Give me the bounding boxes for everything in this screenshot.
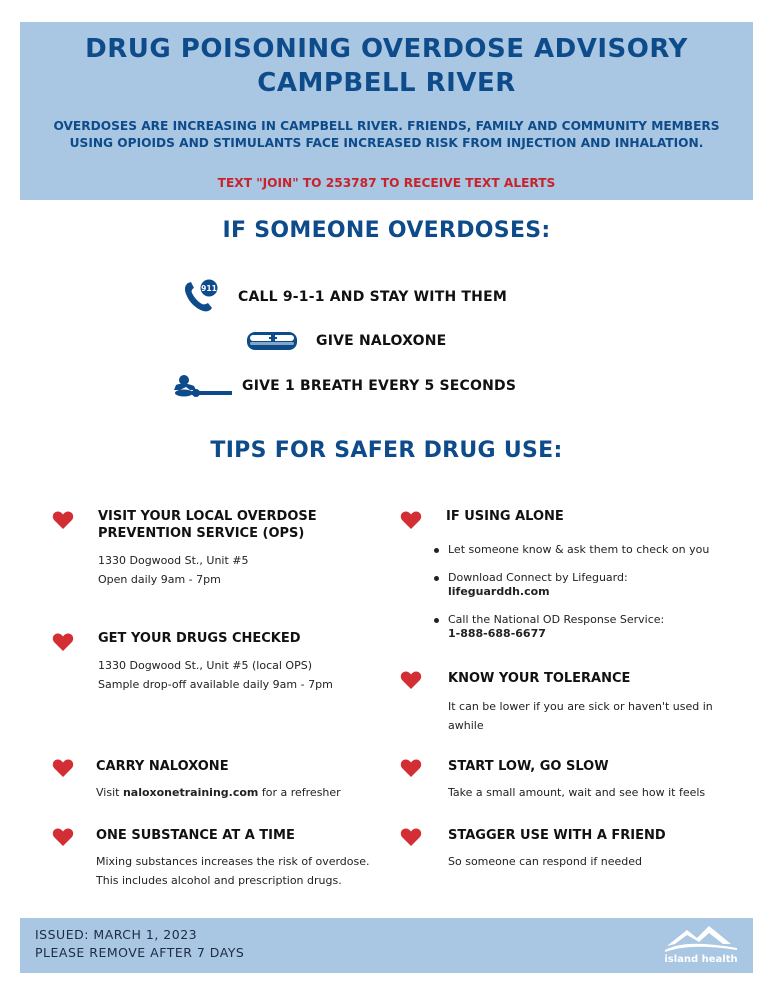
footer-banner [20, 918, 753, 973]
heart-icon [400, 670, 422, 690]
tip-substance-line1: Mixing substances increases the risk of overdose. [96, 855, 370, 868]
step-give-naloxone [246, 329, 446, 353]
tip-substance-body [96, 852, 370, 890]
logo-text: island health [664, 954, 738, 965]
island-health-logo [661, 924, 741, 970]
naloxone-training-link[interactable]: naloxonetraining.com [122, 786, 259, 799]
banner-title-line2: CAMPBELL RIVER [257, 68, 516, 98]
list-item [432, 613, 752, 641]
banner-title [20, 32, 753, 100]
tip-alone-bullet-1: Let someone know & ask them to check on you [448, 543, 710, 556]
list-item [432, 571, 752, 599]
list-item [432, 543, 752, 557]
tip-ops-address: 1330 Dogwood St., Unit #5 [98, 554, 249, 567]
tip-checked-title: GET YOUR DRUGS CHECKED [98, 631, 301, 646]
tip-tolerance-line1: It can be lower if you are sick or haven't used in [448, 700, 713, 713]
tip-alone-bullet-3: Call the National OD Response Service: [448, 613, 665, 626]
svg-text:911: 911 [201, 284, 217, 293]
tip-tolerance-line2: awhile [448, 719, 484, 732]
tip-ops-title [98, 508, 317, 542]
naloxone-kit-icon [246, 329, 298, 353]
tip-ops-body [98, 551, 249, 589]
tip-low-body: Take a small amount, wait and see how it feels [448, 786, 706, 799]
od-response-phone[interactable]: 1-888-688-6677 [448, 627, 546, 640]
heart-icon [400, 510, 422, 530]
advisory-banner [20, 22, 753, 200]
tip-naloxone-title: CARRY NALOXONE [96, 759, 229, 774]
step-call-911-label: CALL 9-1-1 AND STAY WITH THEM [238, 289, 507, 305]
tip-ops-title-line2: PREVENTION SERVICE (OPS) [98, 526, 305, 541]
lifeguard-link[interactable]: lifeguarddh.com [448, 585, 550, 598]
heart-icon [52, 827, 74, 847]
tip-alone-title: IF USING ALONE [446, 509, 564, 524]
step-rescue-breathing-label: GIVE 1 BREATH EVERY 5 SECONDS [242, 378, 517, 394]
step-call-911 [182, 279, 507, 315]
banner-title-line1: DRUG POISONING OVERDOSE ADVISORY [85, 34, 688, 64]
tip-naloxone-prefix: Visit [96, 786, 123, 799]
tip-substance-line2: This includes alcohol and prescription drugs. [96, 874, 342, 887]
heart-icon [400, 758, 422, 778]
heart-icon [52, 632, 74, 652]
tip-naloxone-body [96, 783, 341, 802]
tip-alone-bullet-2: Download Connect by Lifeguard: [448, 571, 628, 584]
tip-stagger-body: So someone can respond if needed [448, 855, 642, 868]
heart-icon [52, 510, 74, 530]
heart-icon [52, 758, 74, 778]
tip-tolerance-title: KNOW YOUR TOLERANCE [448, 671, 631, 686]
tip-tolerance-body [448, 697, 713, 735]
tip-alone-list [432, 543, 752, 655]
tip-substance-title: ONE SUBSTANCE AT A TIME [96, 828, 295, 843]
phone-911-icon [182, 279, 222, 315]
tip-checked-body [98, 656, 333, 694]
step-give-naloxone-label: GIVE NALOXONE [316, 333, 447, 349]
tip-naloxone-suffix: for a refresher [258, 786, 341, 799]
tip-stagger-title: STAGGER USE WITH A FRIEND [448, 828, 666, 843]
tip-ops-hours: Open daily 9am - 7pm [98, 573, 221, 586]
overdose-heading: IF SOMEONE OVERDOSES: [222, 218, 551, 243]
rescue-breathing-icon [172, 374, 234, 398]
removal-notice: PLEASE REMOVE AFTER 7 DAYS [35, 945, 245, 960]
step-rescue-breathing [172, 374, 516, 398]
tip-low-title: START LOW, GO SLOW [448, 759, 609, 774]
tip-ops-title-line1: VISIT YOUR LOCAL OVERDOSE [98, 509, 317, 524]
mountain-logo-icon [661, 924, 741, 954]
banner-subtitle: OVERDOSES ARE INCREASING IN CAMPBELL RIVER. FRIENDS, FAMILY AND COMMUNITY MEMBERS USING OPIOIDS AND STIMULANTS FACE INCREASED RISK FROM INJECTION AND INHALATION. [53, 119, 720, 150]
heart-icon [400, 827, 422, 847]
text-alert-notice: TEXT "JOIN" TO 253787 TO RECEIVE TEXT ALERTS [217, 176, 556, 190]
tip-checked-address: 1330 Dogwood St., Unit #5 (local OPS) [98, 659, 312, 672]
tip-checked-hours: Sample drop-off available daily 9am - 7pm [98, 678, 333, 691]
issued-date: ISSUED: MARCH 1, 2023 [35, 927, 198, 942]
tips-heading: TIPS FOR SAFER DRUG USE: [210, 438, 563, 463]
